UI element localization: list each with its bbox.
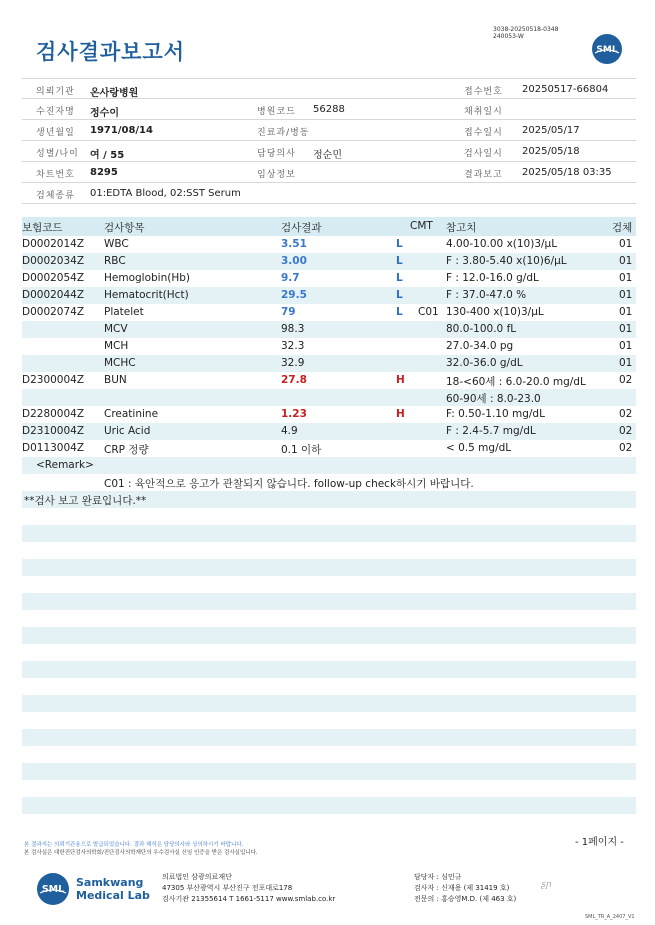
row-item: MCHC	[104, 357, 136, 369]
row-flag: L	[396, 238, 403, 250]
sml-footer-logo-text: SML	[41, 884, 65, 895]
row-item: Hematocrit(Hct)	[104, 289, 189, 301]
form-code: SML_TR_A_2407_V1	[585, 914, 635, 920]
table-row	[22, 423, 636, 440]
header-ref: 참고치	[446, 222, 477, 234]
row-cmt: C01	[418, 306, 439, 318]
row-result: 27.8	[281, 374, 307, 386]
birth-label: 생년월일	[36, 128, 75, 138]
header-item: 검사항목	[104, 222, 145, 234]
info-row	[22, 99, 636, 120]
page-number: - 1페이지 -	[575, 837, 624, 848]
footer-note: 본 결과지는 의뢰기관용으로 발급되었습니다. 결과 해석은 담당의사와 상의하시기 바랍니다.	[24, 842, 244, 848]
row-ref: 27.0-34.0 pg	[446, 340, 514, 352]
row-code: D2310004Z	[22, 425, 85, 437]
test-date-value: 2025/05/18	[522, 146, 580, 157]
test-date-label: 검사일시	[464, 149, 503, 159]
receipt-date-value: 2025/05/17	[522, 125, 580, 136]
row-result: 79	[281, 306, 296, 318]
report-complete-text: **검사 보고 완료입니다.**	[24, 495, 147, 507]
row-flag: L	[396, 272, 403, 284]
sex-age-value: 여 / 55	[90, 150, 125, 161]
row-spec: 02	[619, 442, 633, 454]
row-spec: 01	[619, 340, 633, 352]
birth-value: 1971/08/14	[90, 125, 153, 136]
row-code: D0002074Z	[22, 306, 85, 318]
row-code: D0002014Z	[22, 238, 85, 250]
row-result: 32.3	[281, 340, 305, 352]
sml-footer-logo-icon	[36, 872, 70, 906]
row-item: Uric Acid	[104, 425, 151, 437]
row-item: WBC	[104, 238, 129, 250]
row-spec: 01	[619, 289, 633, 301]
row-result: 3.00	[281, 255, 307, 267]
specimen-label: 검체종류	[36, 191, 75, 201]
footer-staff: 담당자 : 심민규 검사자 : 신재용 (제 31419 호) 전문의 : 홍승영M.D. (제 463 호)	[414, 873, 517, 903]
row-flag: L	[396, 289, 403, 301]
row-ref: 80.0-100.0 fL	[446, 323, 517, 335]
table-row	[22, 440, 636, 457]
table-row	[22, 253, 636, 270]
row-item: MCH	[104, 340, 129, 352]
clinical-label: 임상정보	[257, 170, 296, 180]
row-item: RBC	[104, 255, 126, 267]
table-row	[22, 236, 636, 253]
table-row	[22, 355, 636, 372]
row-spec: 01	[619, 272, 633, 284]
specimen-value: 01:EDTA Blood, 02:SST Serum	[90, 188, 241, 199]
info-row	[22, 120, 636, 141]
row-ref: F : 12.0-16.0 g/dL	[446, 272, 539, 284]
row-spec: 01	[619, 238, 633, 250]
row-flag: L	[396, 306, 403, 318]
doctor-label: 담당의사	[257, 149, 296, 159]
empty-row	[22, 559, 636, 576]
info-row	[22, 162, 636, 183]
table-row	[22, 287, 636, 304]
empty-row	[22, 593, 636, 610]
row-ref: F : 2.4-5.7 mg/dL	[446, 425, 536, 437]
row-item: Creatinine	[104, 408, 159, 420]
row-ref: F : 3.80-5.40 x(10)6/μL	[446, 255, 567, 267]
empty-row	[22, 661, 636, 678]
header-cmt: CMT	[410, 220, 433, 232]
receipt-no-value: 20250517-66804	[522, 84, 609, 95]
row-ref: 32.0-36.0 g/dL	[446, 357, 523, 369]
row-result: 32.9	[281, 357, 305, 369]
chart-no-value: 8295	[90, 167, 118, 178]
signature: ʂɲ	[541, 880, 552, 890]
row-code: D0113004Z	[22, 442, 85, 454]
row-result: 9.7	[281, 272, 300, 284]
row-code: D2300004Z	[22, 374, 85, 386]
row-ref: 60-90세 : 8.0-23.0	[446, 393, 541, 405]
empty-row	[22, 695, 636, 712]
receipt-no-label: 접수번호	[464, 87, 503, 97]
empty-row	[22, 797, 636, 814]
row-spec: 01	[619, 323, 633, 335]
remark-label: <Remark>	[36, 459, 94, 471]
header-spec: 검체	[612, 222, 633, 234]
chart-no-label: 차트번호	[36, 170, 75, 180]
info-row	[22, 78, 636, 99]
table-row	[22, 406, 636, 423]
row-item: Hemoglobin(Hb)	[104, 272, 191, 284]
row-item: MCV	[104, 323, 128, 335]
row-code: D0002044Z	[22, 289, 85, 301]
row-result: 4.9	[281, 425, 298, 437]
table-row	[22, 270, 636, 287]
row-spec: 01	[619, 357, 633, 369]
row-spec: 01	[619, 306, 633, 318]
footer-brand: Samkwang Medical Lab	[76, 876, 150, 902]
row-result: 29.5	[281, 289, 307, 301]
row-flag: H	[396, 408, 405, 420]
doctor-value: 정순민	[313, 150, 342, 161]
remark-text: C01 : 육안적으로 응고가 관찰되지 않습니다. follow-up check하시기 바랍니다.	[104, 478, 474, 490]
institution-label: 의뢰기관	[36, 87, 75, 97]
report-date-label: 결과보고	[464, 170, 503, 180]
sml-logo-icon	[591, 33, 623, 65]
patient-label: 수진자명	[36, 107, 75, 117]
row-ref: 18-<60세 : 6.0-20.0 mg/dL	[446, 376, 586, 388]
row-ref: 130-400 x(10)3/μL	[446, 306, 544, 318]
footer-note: 본 검사실은 대한진단검사의학회/진단검사의학재단의 우수검사실 신임 인증을 받은 검사실입니다.	[24, 850, 258, 856]
sml-logo-text: SML	[596, 45, 618, 55]
page-title: 검사결과보고서	[36, 40, 186, 64]
row-code: D0002034Z	[22, 255, 85, 267]
table-row	[22, 304, 636, 321]
info-row	[22, 183, 636, 204]
empty-row	[22, 763, 636, 780]
sex-age-label: 성별/나이	[36, 149, 79, 159]
patient-value: 정수이	[90, 108, 119, 119]
table-header	[22, 217, 636, 236]
hospital-code-value: 56288	[313, 104, 345, 115]
footer-notes	[24, 841, 258, 857]
row-spec: 01	[619, 255, 633, 267]
row-result: 3.51	[281, 238, 307, 250]
document-code: 3038-20250518-0348 240053-W	[493, 26, 559, 40]
results-table	[22, 217, 636, 508]
table-row	[22, 321, 636, 338]
row-flag: H	[396, 374, 405, 386]
table-row	[22, 338, 636, 355]
table-row	[22, 372, 636, 389]
hospital-code-label: 병원코드	[257, 107, 296, 117]
row-code: D0002054Z	[22, 272, 85, 284]
footer-address: 의료법인 삼광의료재단 47305 부산광역시 부산진구 전포대로178 검사기관 21355614 T 1661-5117 www.smlab.co.kr	[162, 873, 336, 903]
row-result: 98.3	[281, 323, 305, 335]
collection-date-label: 채취일시	[464, 107, 503, 117]
report-complete-row	[22, 491, 636, 508]
row-flag: L	[396, 255, 403, 267]
header-result: 검사결과	[281, 222, 322, 234]
info-row	[22, 141, 636, 162]
row-result: 1.23	[281, 408, 307, 420]
row-spec: 02	[619, 425, 633, 437]
empty-row	[22, 729, 636, 746]
row-result: 0.1 이하	[281, 444, 322, 456]
header-code: 보험코드	[22, 222, 63, 234]
dept-label: 진료과/병동	[257, 128, 310, 138]
remark-row	[22, 457, 636, 474]
patient-info	[22, 78, 636, 204]
row-ref: 4.00-10.00 x(10)3/μL	[446, 238, 558, 250]
row-ref: < 0.5 mg/dL	[446, 442, 512, 454]
report-date-value: 2025/05/18 03:35	[522, 167, 612, 178]
row-code: D2280004Z	[22, 408, 85, 420]
row-ref: F : 37.0-47.0 %	[446, 289, 527, 301]
row-spec: 02	[619, 374, 633, 386]
receipt-date-label: 접수일시	[464, 128, 503, 138]
table-row	[22, 389, 636, 406]
institution-value: 온사랑병원	[90, 88, 139, 99]
row-item: BUN	[104, 374, 127, 386]
remark-text-row	[22, 474, 636, 491]
row-item: CRP 정량	[104, 444, 149, 456]
row-item: Platelet	[104, 306, 144, 318]
row-ref: F: 0.50-1.10 mg/dL	[446, 408, 545, 420]
empty-row	[22, 627, 636, 644]
row-spec: 02	[619, 408, 633, 420]
empty-row	[22, 525, 636, 542]
